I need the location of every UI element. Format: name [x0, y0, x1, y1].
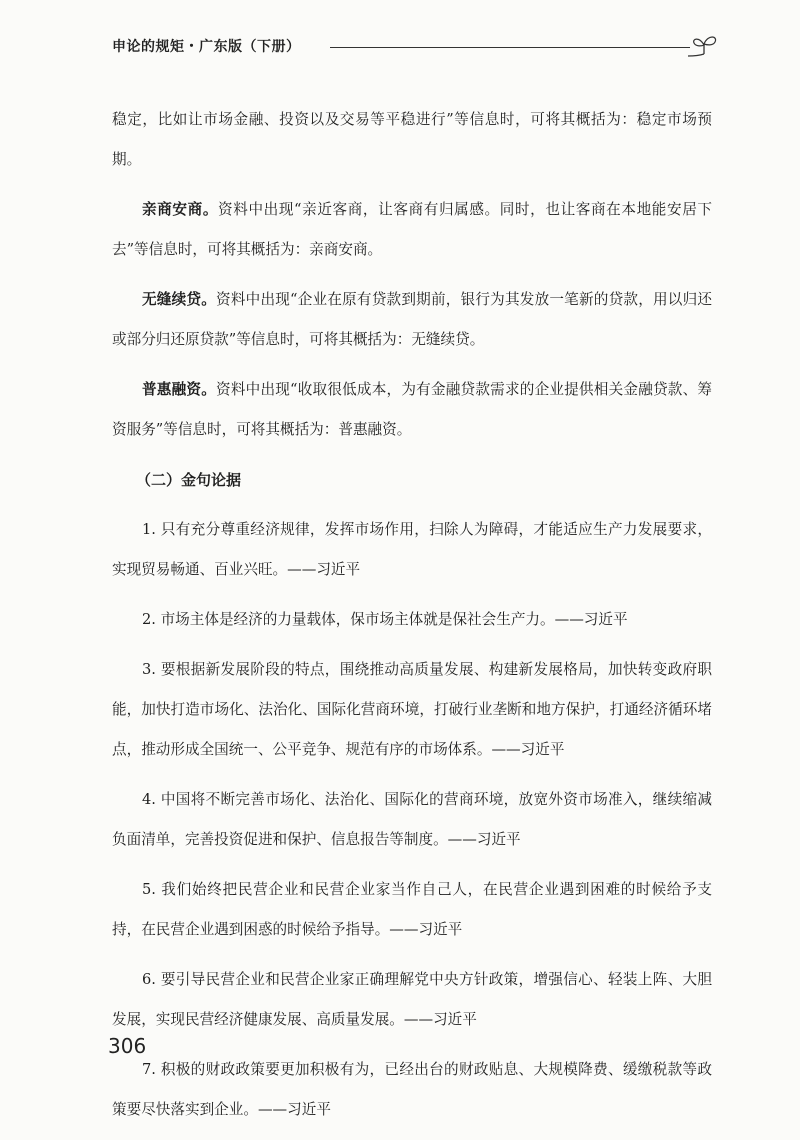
paragraph-text: 资料中出现“亲近客商，让客商有归属感。同时，也让客商在本地能安居下去”等信息时，可将其概括为：亲商安商。 — [112, 201, 712, 258]
quote-attribution: ——习近平 — [287, 561, 361, 578]
quote-list — [112, 510, 712, 1130]
paragraph-puhui — [112, 370, 712, 450]
quote-item — [112, 600, 712, 640]
quote-attribution: ——习近平 — [257, 1101, 331, 1118]
paragraph-text: 稳定，比如让市场金融、投资以及交易等平稳进行”等信息时，可将其概括为：稳定市场预期。 — [112, 111, 712, 168]
term-label: 普惠融资。 — [142, 381, 217, 398]
paragraph-xudai — [112, 280, 712, 360]
term-label: 无缝续贷。 — [142, 291, 217, 308]
quote-attribution: ——习近平 — [447, 831, 521, 848]
paragraph-qinshang — [112, 190, 712, 270]
quote-text: 1. 只有充分尊重经济规律，发挥市场作用，扫除人为障碍，才能适应生产力发展要求，实现贸易畅通、百业兴旺。 — [112, 521, 712, 578]
quote-item — [112, 1050, 712, 1130]
quote-attribution: ——习近平 — [403, 1011, 477, 1028]
page-number: 306 — [108, 1034, 147, 1058]
quote-text: 3. 要根据新发展阶段的特点，围绕推动高质量发展、构建新发展格局，加快转变政府职能，加快打造市场化、法治化、国际化营商环境，打破行业垄断和地方保护，打通经济循环堵点，推动形成全国统一、公平竞争、规范有序的市场体系。 — [112, 661, 712, 758]
quote-item — [112, 960, 712, 1040]
paragraph-text: 资料中出现“企业在原有贷款到期前，银行为其发放一笔新的贷款，用以归还或部分归还原贷款”等信息时，可将其概括为：无缝续贷。 — [112, 291, 712, 348]
quote-attribution: ——习近平 — [389, 921, 463, 938]
quote-text: 7. 积极的财政政策要更加积极有为，已经出台的财政贴息、大规模降费、缓缴税款等政策要尽快落实到企业。 — [112, 1061, 712, 1118]
paragraph-stabilize — [112, 100, 712, 180]
quote-text: 2. 市场主体是经济的力量载体，保市场主体就是保社会生产力。 — [142, 611, 555, 628]
term-label: 亲商安商。 — [142, 201, 219, 218]
quote-text: 6. 要引导民营企业和民营企业家正确理解党中央方针政策，增强信心、轻装上阵、大胆发展，实现民营经济健康发展、高质量发展。 — [112, 971, 712, 1028]
page-content — [112, 100, 712, 1140]
paragraph-text: 资料中出现“收取很低成本，为有金融贷款需求的企业提供相关金融贷款、筹资服务”等信息时，可将其概括为：普惠融资。 — [112, 381, 712, 438]
quote-item — [112, 510, 712, 590]
sprout-icon — [684, 34, 724, 64]
quote-item — [112, 780, 712, 860]
header-rule — [330, 47, 690, 48]
quote-attribution: ——习近平 — [491, 741, 565, 758]
quote-item — [112, 870, 712, 950]
quote-text: 5. 我们始终把民营企业和民营企业家当作自己人，在民营企业遇到困难的时候给予支持，在民营企业遇到困惑的时候给予指导。 — [112, 881, 712, 938]
book-title: 申论的规矩・广东版（下册） — [112, 39, 301, 55]
quote-attribution: ——习近平 — [554, 611, 628, 628]
quote-text: 4. 中国将不断完善市场化、法治化、国际化的营商环境，放宽外资市场准入，继续缩减负面清单，完善投资促进和保护、信息报告等制度。 — [112, 791, 712, 848]
quote-item — [112, 650, 712, 770]
section-heading: （二）金句论据 — [136, 471, 242, 489]
running-header — [112, 34, 718, 64]
